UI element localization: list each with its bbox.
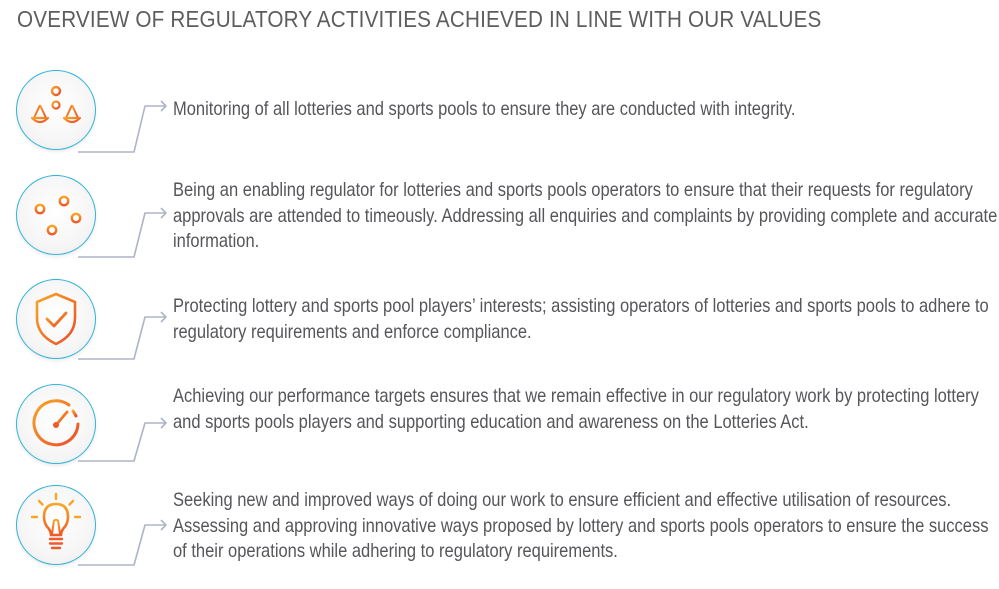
connector-arrow xyxy=(78,175,172,265)
connector-arrow xyxy=(78,70,172,160)
connector-arrow xyxy=(78,485,172,575)
item-text: Monitoring of all lotteries and sports pools to ensure they are conducted with integrity. xyxy=(173,99,796,120)
page-title: OVERVIEW OF REGULATORY ACTIVITIES ACHIEVED IN LINE WITH OUR VALUES xyxy=(17,6,822,32)
item-text: Protecting lottery and sports pool players’ interests; assisting operators of lotteries and sports pools to adhere to regulatory requirements and enforce compliance. xyxy=(173,296,989,343)
item-text: Achieving our performance targets ensures that we remain effective in our regulatory work by protecting lottery and sports pools players and supporting education and awareness on the Lotteries Act. xyxy=(173,386,979,433)
connector-arrow xyxy=(78,384,172,474)
item-text: Being an enabling regulator for lotteries and sports pools operators to ensure that their requests for regulatory approvals are attended to timeously. Addressing all enquiries and complaints by providing complete and accurate information. xyxy=(173,180,998,252)
item-text: Seeking new and improved ways of doing our work to ensure efficient and effective utilisation of resources. Assessing and approving innovative ways proposed by lottery and sports pools operators to ensure the success of their operations while adhering to regulatory requirements. xyxy=(173,490,989,562)
connector-arrow xyxy=(78,279,172,369)
